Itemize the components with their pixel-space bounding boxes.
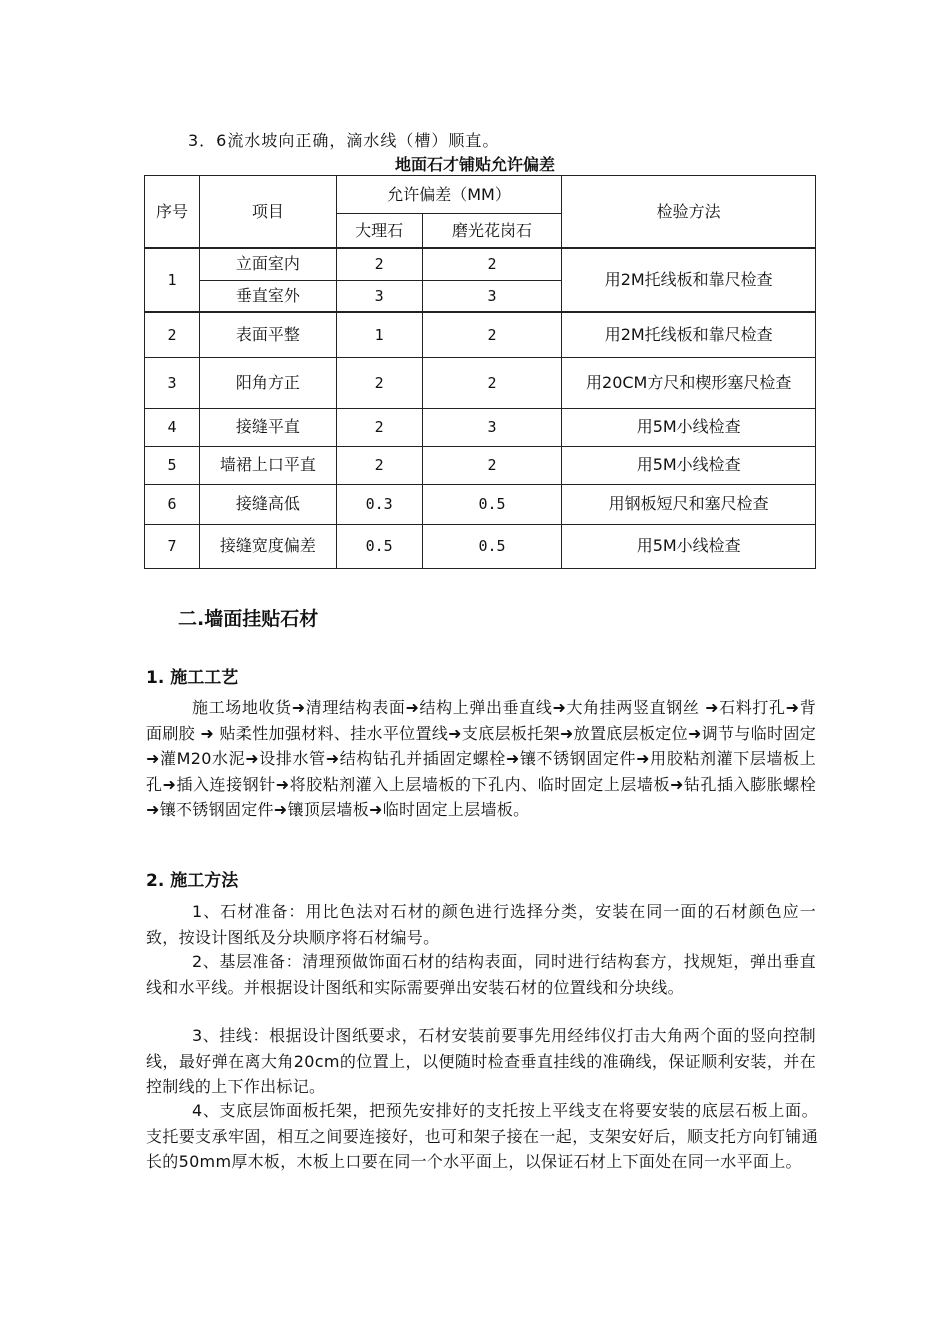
row-seq: 6 xyxy=(145,484,200,524)
row-seq: 5 xyxy=(145,446,200,484)
table-row xyxy=(145,524,816,568)
row-item: 表面平整 xyxy=(199,312,336,357)
row-granite: 3 xyxy=(422,408,562,446)
row-item: 立面室内 xyxy=(199,248,336,280)
row-granite: 2 xyxy=(422,357,562,408)
row-method: 用2M托线板和靠尺检查 xyxy=(562,248,816,312)
header-granite: 磨光花岗石 xyxy=(422,214,562,249)
header-tolerance: 允许偏差（MM） xyxy=(336,176,562,214)
row-item: 墙裙上口平直 xyxy=(199,446,336,484)
subsection-heading-method: 2. 施工方法 xyxy=(146,871,239,891)
table-row xyxy=(145,312,816,357)
row-seq: 3 xyxy=(145,357,200,408)
row-marble: 2 xyxy=(336,357,422,408)
row-granite: 3 xyxy=(422,280,562,312)
row-granite: 2 xyxy=(422,312,562,357)
row-granite: 2 xyxy=(422,248,562,280)
row-seq: 4 xyxy=(145,408,200,446)
header-marble: 大理石 xyxy=(336,214,422,249)
row-seq: 1 xyxy=(145,248,200,312)
method-paragraph-3: 3、挂线：根据设计图纸要求，石材安装前要事先用经纬仪打击大角两个面的竖向控制线，最好弹在离大角20cm的位置上，以便随时检查垂直挂线的准确线，保证顺利安装，并在控制线的上下作出标记。 xyxy=(146,1026,816,1096)
table-title: 地面石才铺贴允许偏差 xyxy=(394,155,555,174)
tolerance-table xyxy=(144,175,816,569)
table-row xyxy=(145,446,816,484)
row-marble: 1 xyxy=(336,312,422,357)
header-seq: 序号 xyxy=(145,176,200,249)
method-paragraph-1: 1、石材准备：用比色法对石材的颜色进行选择分类，安装在同一面的石材颜色应一致，按设计图纸及分块顺序将石材编号。 xyxy=(146,902,816,947)
row-method: 用2M托线板和靠尺检查 xyxy=(562,312,816,357)
row-method: 用钢板短尺和塞尺检查 xyxy=(562,484,816,524)
row-item: 垂直室外 xyxy=(199,280,336,312)
method-paragraph-2: 2、基层准备：清理预做饰面石材的结构表面，同时进行结构套方，找规矩，弹出垂直线和水平线。并根据设计图纸和实际需要弹出安装石材的位置线和分块线。 xyxy=(146,952,816,997)
row-granite: 2 xyxy=(422,446,562,484)
table-row xyxy=(145,484,816,524)
row-marble: 0.5 xyxy=(336,524,422,568)
row-marble: 2 xyxy=(336,248,422,280)
row-seq: 2 xyxy=(145,312,200,357)
row-method: 用20CM方尺和楔形塞尺检查 xyxy=(562,357,816,408)
process-flow-paragraph: 施工场地收货➜清理结构表面➜结构上弹出垂直线➜大角挂两竖直钢丝 ➜石料打孔➜背面刷胶 ➜ 贴柔性加强材料、挂水平位置线➜支底层板托架➜放置底层板定位➜调节与临时固定➜灌M20水泥➜设排水管➜结构钻孔并插固定螺栓➜镶不锈钢固定件➜用胶粘剂灌下层墙板上孔➜插入连接钢针➜将胶粘剂灌入上层墙板的下孔内、临时固定上层墙板➜钻孔插入膨胀螺栓➜镶不锈钢固定件➜镶顶层墙板➜临时固定上层墙板。 xyxy=(146,698,816,819)
row-item: 接缝高低 xyxy=(199,484,336,524)
row-seq: 7 xyxy=(145,524,200,568)
header-method: 检验方法 xyxy=(562,176,816,249)
intro-line: 3．6流水坡向正确，滴水线（槽）顺直。 xyxy=(188,131,500,150)
row-item: 接缝宽度偏差 xyxy=(199,524,336,568)
subsection-heading-process: 1. 施工工艺 xyxy=(146,668,239,688)
method-paragraph-4: 4、支底层饰面板托架，把预先安排好的支托按上平线支在将要安装的底层石板上面。支托要支承牢固，相互之间要连接好，也可和架子接在一起，支架安好后，顺支托方向钉铺通长的50mm厚木板，木板上口要在同一个水平面上，以保证石材上下面处在同一水平面上。 xyxy=(146,1101,818,1171)
row-marble: 3 xyxy=(336,280,422,312)
table-row xyxy=(145,248,816,280)
table-header-row xyxy=(145,176,816,214)
table-row xyxy=(145,408,816,446)
row-item: 接缝平直 xyxy=(199,408,336,446)
row-granite: 0.5 xyxy=(422,484,562,524)
row-method: 用5M小线检查 xyxy=(562,446,816,484)
row-item: 阳角方正 xyxy=(199,357,336,408)
header-item: 项目 xyxy=(199,176,336,249)
row-marble: 2 xyxy=(336,408,422,446)
row-granite: 0.5 xyxy=(422,524,562,568)
table-row xyxy=(145,357,816,408)
row-marble: 0.3 xyxy=(336,484,422,524)
section-heading: 二.墙面挂贴石材 xyxy=(178,608,319,630)
row-method: 用5M小线检查 xyxy=(562,408,816,446)
row-marble: 2 xyxy=(336,446,422,484)
row-method: 用5M小线检查 xyxy=(562,524,816,568)
